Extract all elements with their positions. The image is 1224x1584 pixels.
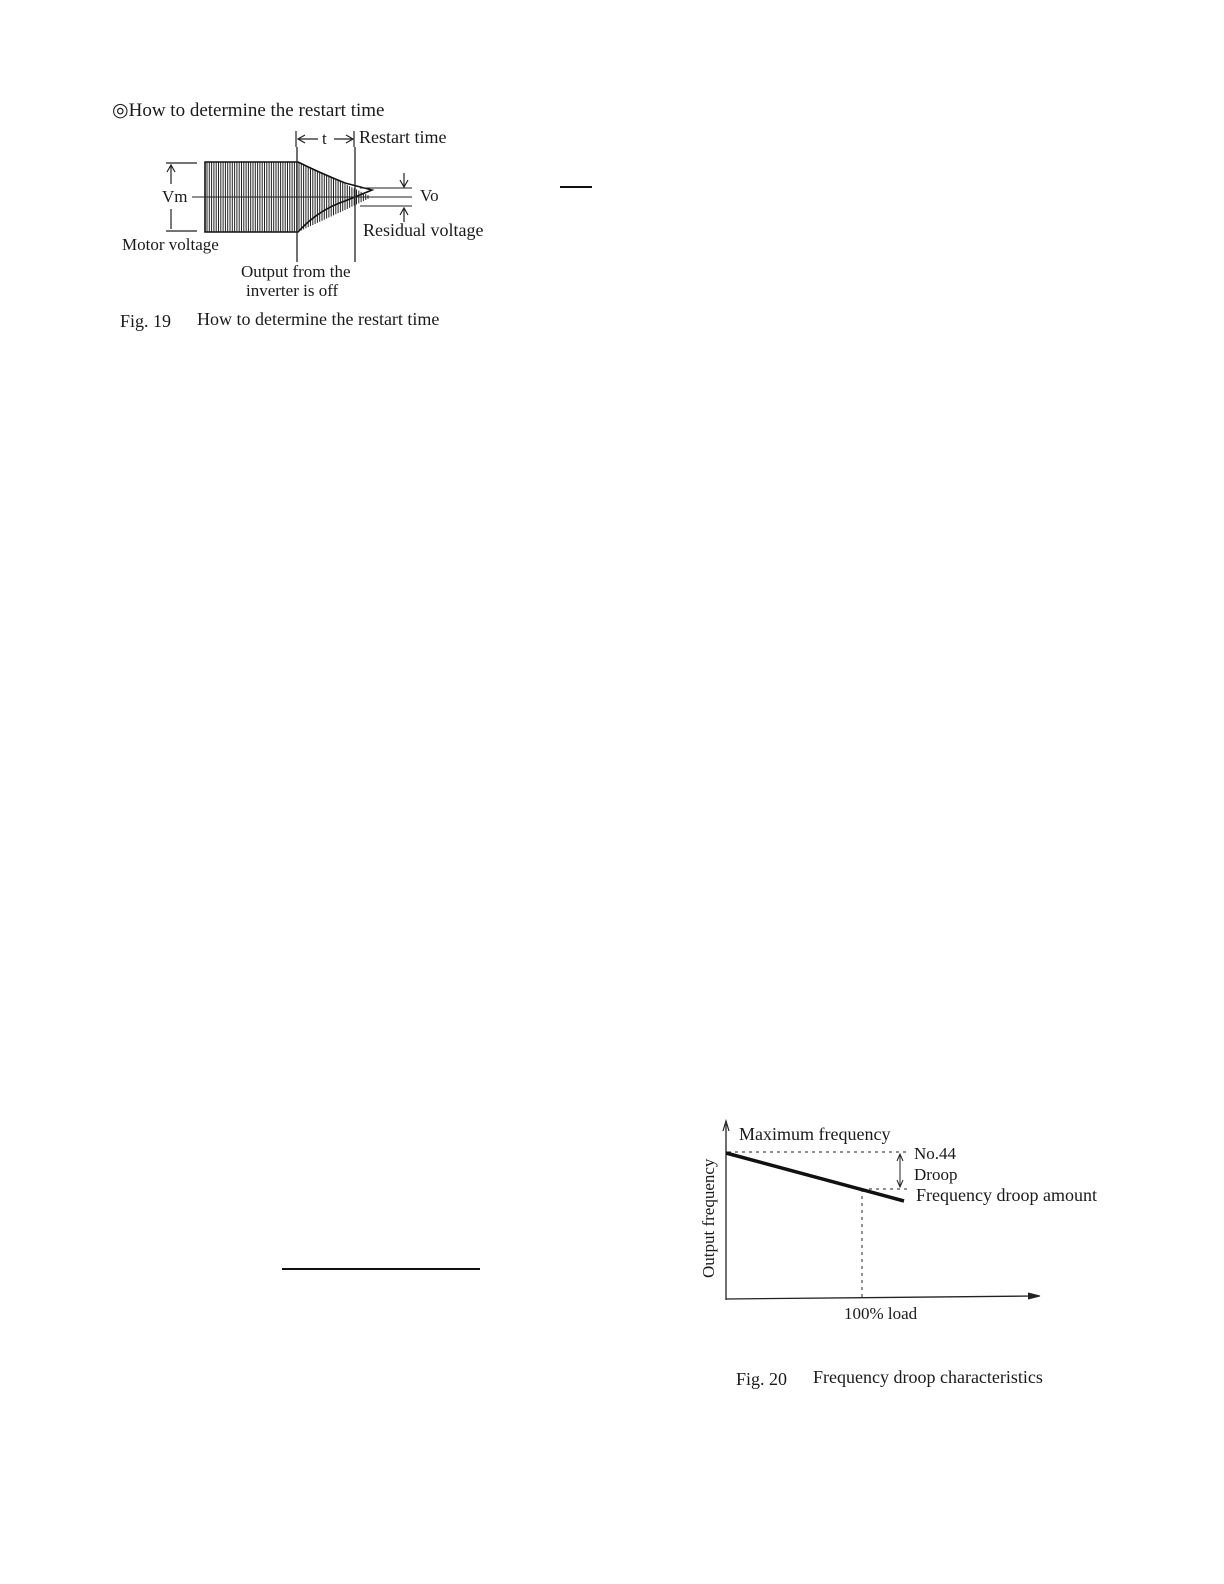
fig20-caption-text: Frequency droop characteristics (813, 1367, 1043, 1387)
droop-characteristic-line (726, 1153, 904, 1201)
fig19-heading: ◎How to determine the restart time (112, 100, 385, 121)
fig19-caption-number: Fig. 19 (120, 311, 172, 331)
double-circle-icon: ◎ (112, 100, 129, 121)
no44-label: No.44 (914, 1144, 957, 1163)
max-frequency-label: Maximum frequency (739, 1124, 891, 1144)
fig19-caption-text: How to determine the restart time (197, 309, 440, 329)
vo-label: Vo (420, 186, 439, 205)
x-axis (726, 1296, 1036, 1299)
y-axis-label: Output frequency (699, 1158, 718, 1278)
motor-voltage-label: Motor voltage (122, 235, 219, 254)
fig20-caption-number: Fig. 20 (736, 1369, 788, 1389)
t-label: t (322, 129, 327, 148)
droop-label: Droop (914, 1165, 958, 1184)
x-axis-label: 100% load (844, 1304, 918, 1323)
frequency-droop-amount-label: Frequency droop amount (916, 1185, 1097, 1205)
x-axis-arrow (1028, 1293, 1040, 1299)
output-off-line2: inverter is off (246, 281, 339, 300)
residual-voltage-label: Residual voltage (363, 220, 484, 240)
vm-label: Vm (162, 187, 188, 206)
restart-time-label: Restart time (359, 127, 447, 147)
output-off-line1: Output from the (241, 262, 351, 281)
